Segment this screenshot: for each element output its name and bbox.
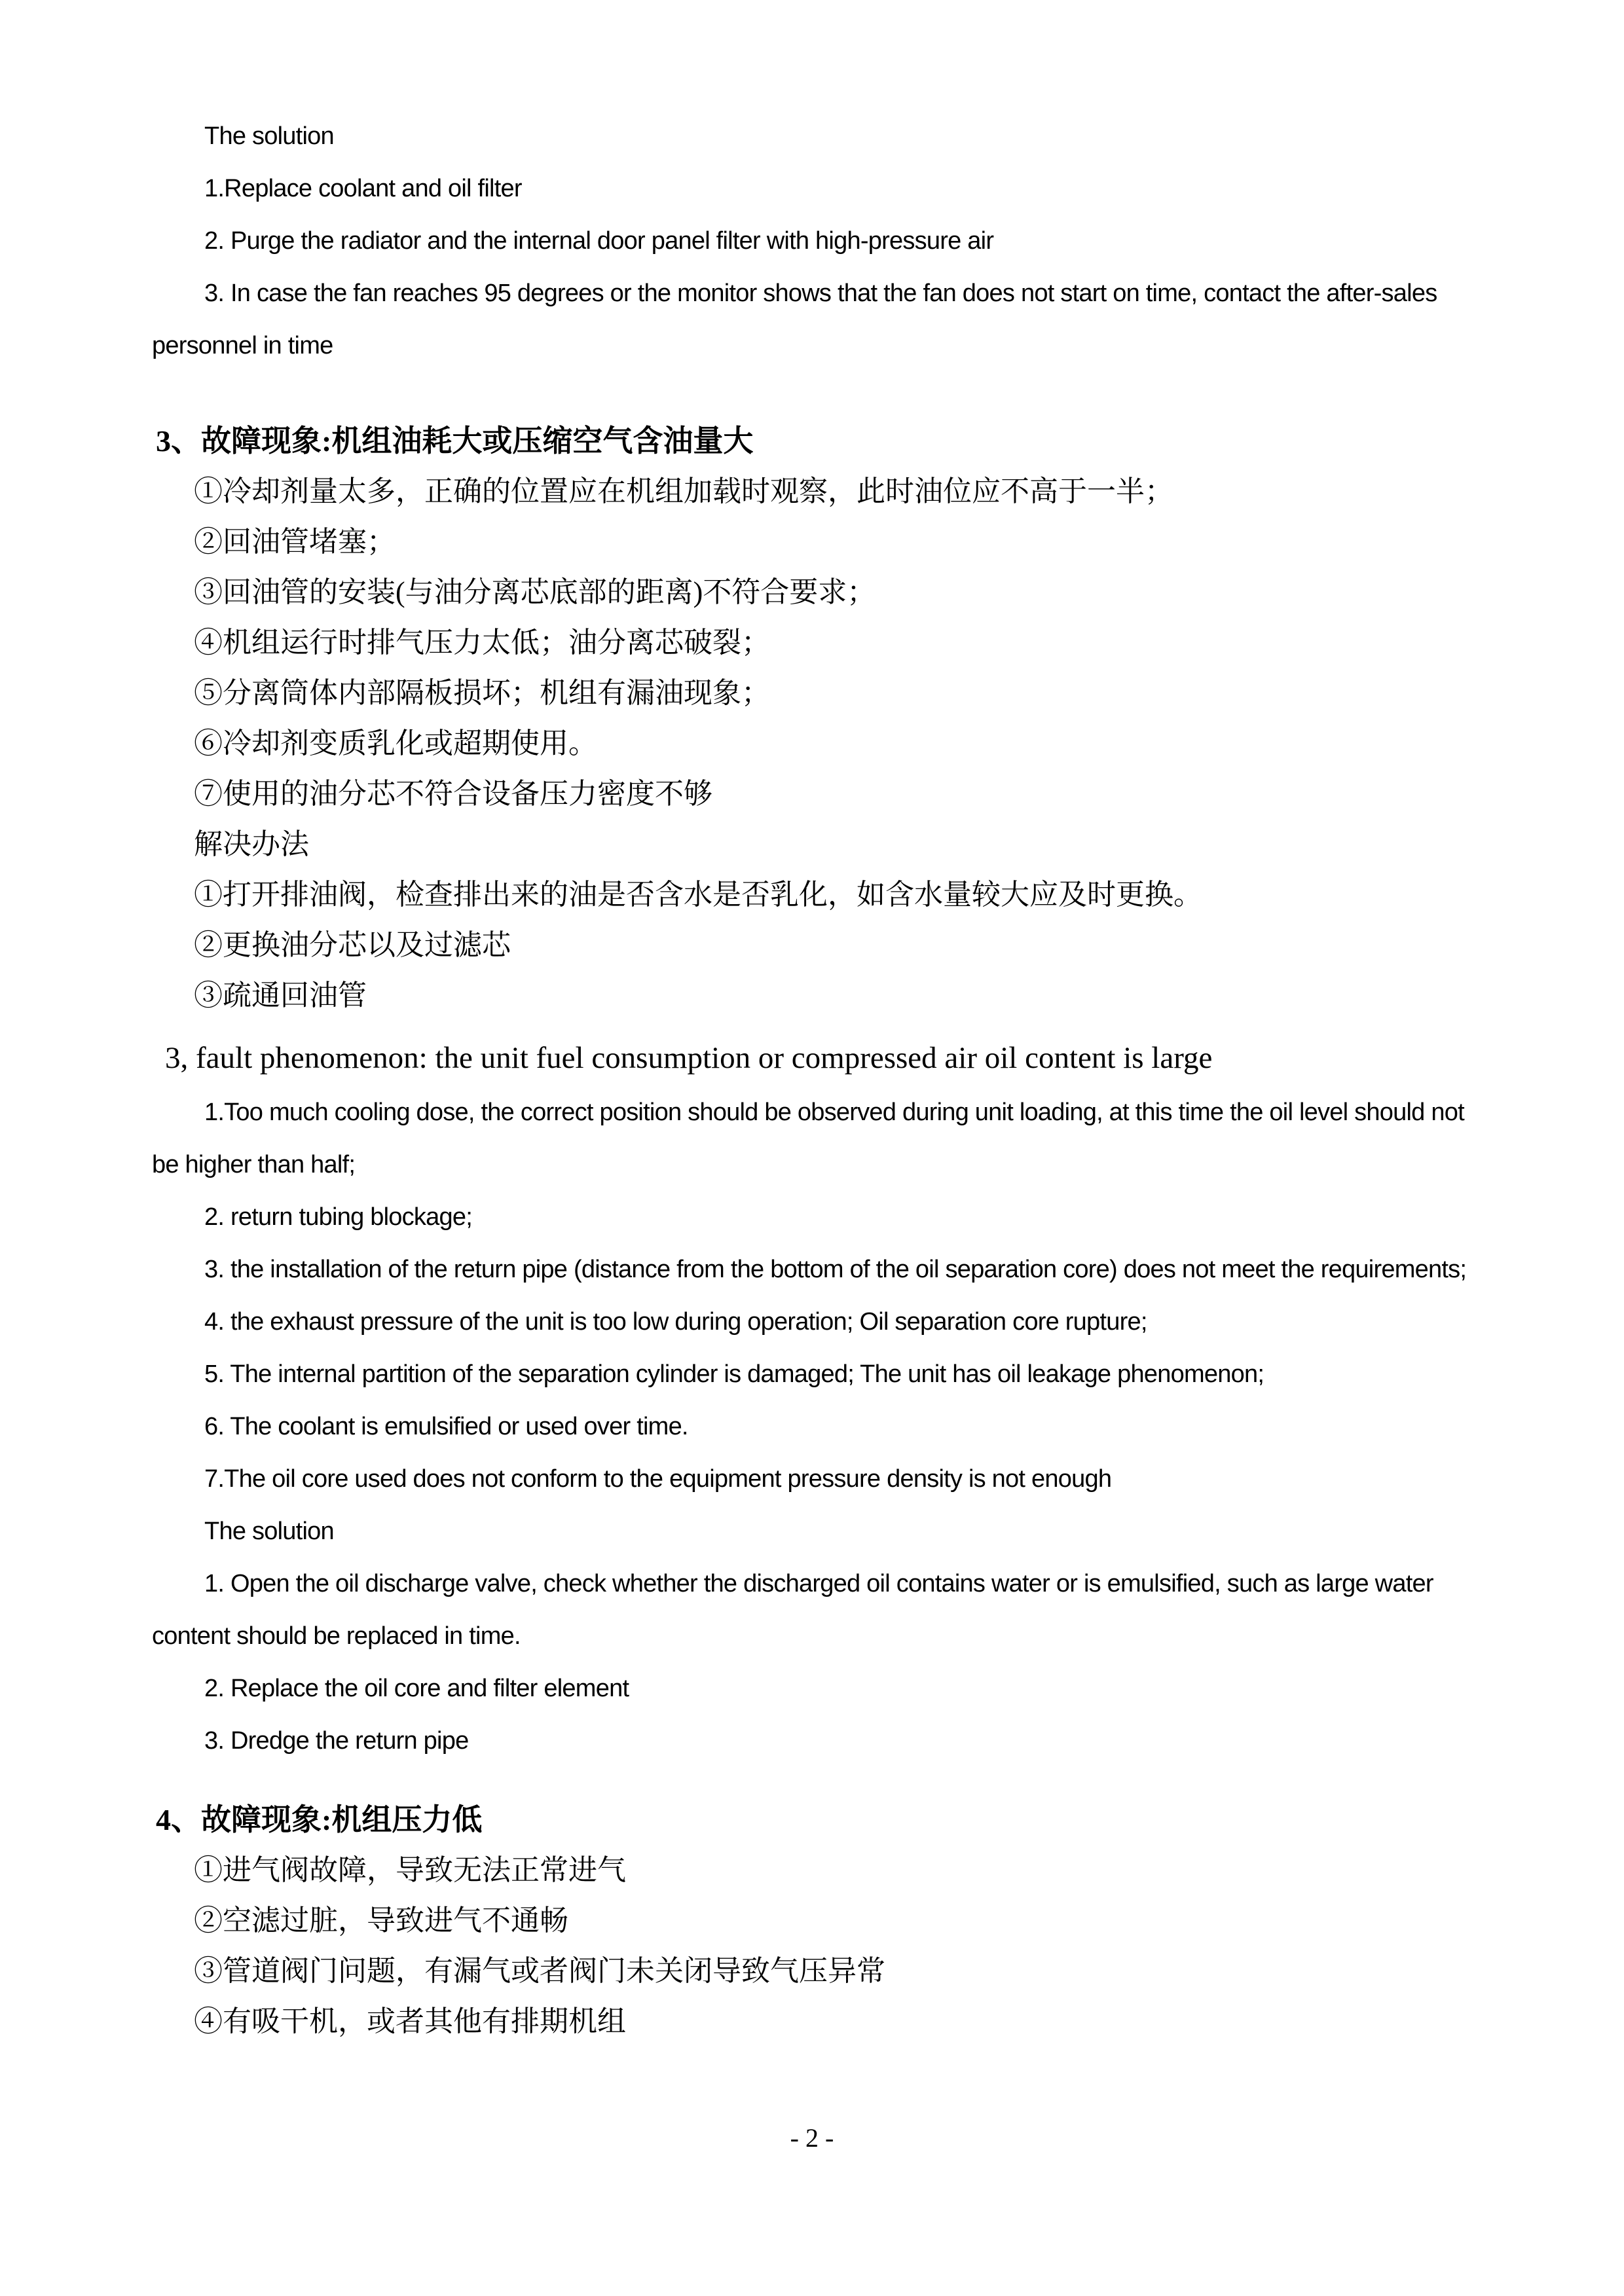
section-4-chinese	[152, 1795, 1475, 2047]
section-3-zh-item: ①冷却剂量太多，正确的位置应在机组加载时观察，此时油位应不高于一半；	[194, 475, 1173, 507]
section-3-zh-item: ③疏通回油管	[194, 979, 367, 1011]
section-3-zh-item: ③回油管的安装(与油分离芯底部的距离)不符合要求；	[194, 576, 876, 608]
intro-line: 2. Purge the radiator and the internal door panel filter with high-pressure air	[204, 227, 994, 255]
section-3-en-item: 7.The oil core used does not conform to the equipment pressure density is not enough	[204, 1465, 1112, 1493]
intro-line: 1.Replace coolant and oil filter	[204, 175, 522, 202]
section-3-zh-item: ⑥冷却剂变质乳化或超期使用。	[194, 727, 597, 759]
section-3-english	[152, 1030, 1475, 1767]
section-3-chinese	[152, 416, 1475, 1021]
section-4-zh-item: ②空滤过脏，导致进气不通畅	[194, 1904, 568, 1937]
section-3-en-item: 5. The internal partition of the separation cylinder is damaged; The unit has oil leakage phenomenon;	[204, 1360, 1264, 1388]
section-3-en-item: 2. Replace the oil core and filter element	[204, 1675, 629, 1702]
section-3-en-heading: 3, fault phenomenon: the unit fuel consumption or compressed air oil content is large	[165, 1041, 1213, 1075]
section-3-zh-item: ②更换油分芯以及过滤芯	[194, 929, 511, 961]
section-3-en-item: 3. Dredge the return pipe	[204, 1727, 469, 1755]
intro-line: The solution	[204, 122, 334, 150]
intro-solution-section	[152, 110, 1475, 372]
section-3-zh-item: ①打开排油阀，检查排出来的油是否含水是否乳化，如含水量较大应及时更换。	[194, 879, 1202, 911]
section-3-en-solution-label: The solution	[204, 1518, 334, 1545]
section-3-zh-item: ⑤分离筒体内部隔板损坏；机组有漏油现象；	[194, 677, 770, 709]
section-3-en-item: 1.Too much cooling dose, the correct position should be observed during unit loading, at this time the oil level should not be higher than half;	[152, 1099, 1464, 1178]
section-3-zh-item: ⑦使用的油分芯不符合设备压力密度不够	[194, 778, 712, 810]
section-4-zh-heading: 4、故障现象:机组压力低	[156, 1803, 483, 1836]
section-3-en-item: 3. the installation of the return pipe (distance from the bottom of the oil separation core) does not meet the requirements;	[204, 1256, 1467, 1283]
section-4-zh-item: ③管道阀门问题，有漏气或者阀门未关闭导致气压异常	[194, 1955, 885, 1987]
section-3-en-item: 1. Open the oil discharge valve, check whether the discharged oil contains water or is emulsified, such as large water content should be replaced in time.	[152, 1570, 1433, 1650]
section-3-zh-item: ④机组运行时排气压力太低；油分离芯破裂；	[194, 627, 770, 659]
section-4-zh-item: ④有吸干机，或者其他有排期机组	[194, 2005, 626, 2037]
section-3-en-item: 2. return tubing blockage;	[204, 1203, 473, 1231]
section-4-zh-item: ①进气阀故障，导致无法正常进气	[194, 1854, 626, 1886]
intro-line: 3. In case the fan reaches 95 degrees or the monitor shows that the fan does not start on time, contact the after-sales personnel in time	[152, 280, 1437, 359]
section-3-zh-heading: 3、故障现象:机组油耗大或压缩空气含油量大	[156, 424, 754, 458]
section-3-en-item: 6. The coolant is emulsified or used over time.	[204, 1413, 688, 1440]
section-3-zh-solution-label: 解决办法	[194, 828, 309, 860]
page-number: - 2 -	[790, 2123, 834, 2153]
section-3-en-item: 4. the exhaust pressure of the unit is too low during operation; Oil separation core rupture;	[204, 1308, 1147, 1336]
section-3-zh-item: ②回油管堵塞；	[194, 526, 396, 558]
